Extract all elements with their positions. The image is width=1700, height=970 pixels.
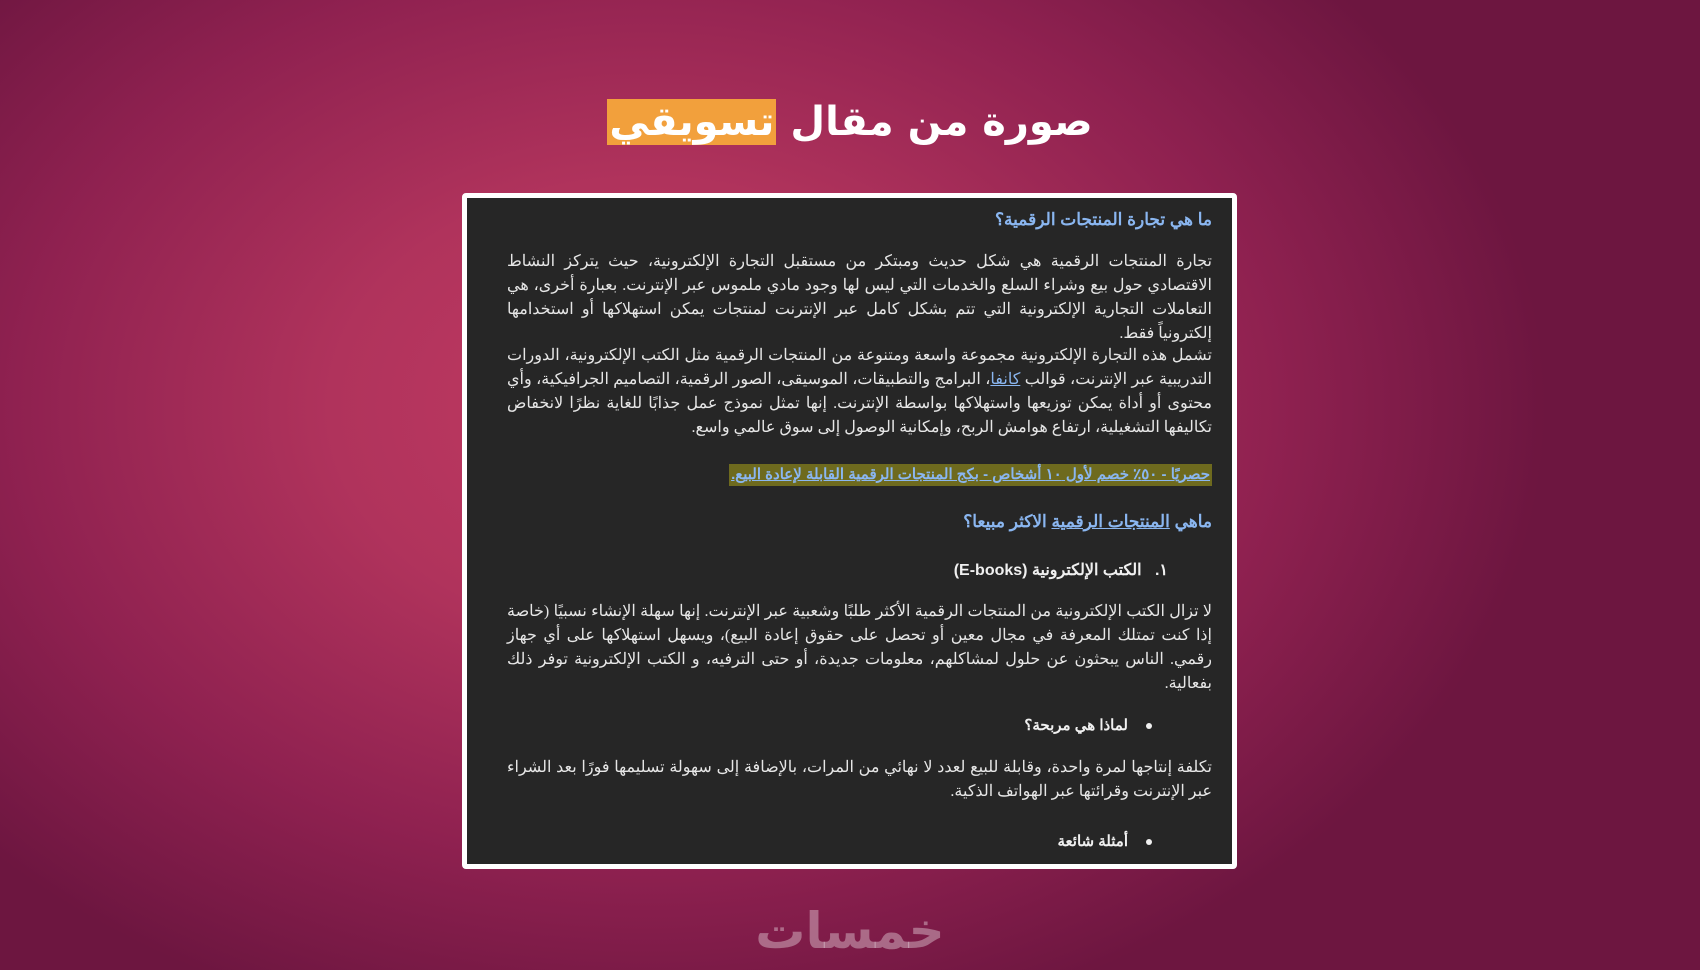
bullet-common-examples xyxy=(1058,832,1153,850)
heading-best-sellers-start: ماهي xyxy=(1169,512,1212,531)
canva-link[interactable]: كانفا xyxy=(990,371,1021,388)
bullet-dot xyxy=(1146,839,1152,845)
heading-what-is-digital-trade: ما هي تجارة المنتجات الرقمية؟ xyxy=(995,210,1212,229)
title-prefix: صورة من مقال xyxy=(776,99,1093,145)
paragraph-profitability: تكلفة إنتاجها لمرة واحدة، وقابلة للبيع لعدد لا نهائي من المرات، بالإضافة إلى سهولة تسليمها فورًا بعد الشراء عبر الإنترنت وقرائتها عبر الهواتف الذكية. xyxy=(507,759,1212,800)
heading-best-sellers-end: الاكثر مبيعا؟ xyxy=(963,512,1052,531)
paragraph-scope-start: تشمل هذه التجارة الإلكترونية مجموعة واسعة ومتنوعة من المنتجات الرقمية مثل الكتب الإلكترونية، الدورات التدريبية عبر الإنترنت، قوالب xyxy=(507,347,1213,388)
subheading-number: ١. xyxy=(1154,562,1168,579)
khamsat-logo: خمسات xyxy=(755,902,945,960)
article-screenshot-frame xyxy=(462,193,1237,869)
title-highlight: تسويقي xyxy=(609,99,775,145)
paragraph-scope xyxy=(507,344,1212,440)
digital-products-link[interactable]: المنتجات الرقمية xyxy=(1051,512,1170,531)
bullet-why-profitable xyxy=(1024,716,1152,734)
bullet-common-examples-text: أمثلة شائعة xyxy=(1057,833,1128,850)
bullet-dot xyxy=(1146,723,1152,729)
paragraph-scope-end: ، البرامج والتطبيقات، الموسيقى، الصور الرقمية، التصاميم الجرافيكية، وأي محتوى أو أداة يمكن توزيعها واستهلاكها بواسطة الإنترنت. إنها تمثل نموذج عمل جذابًا للغاية نظرًا لانخفاض تكاليفها التشغيلية، ارتفاع هوامش الربح، وإمكانية الوصول إلى سوق عالمي واسع. xyxy=(507,371,1212,436)
page-title xyxy=(0,90,1700,154)
paragraph-ebooks: لا تزال الكتب الإلكترونية من المنتجات الرقمية الأكثر طلبًا وشعبية عبر الإنترنت. إنها سهلة الإنشاء نسبيًا (خاصة إذا كنت تمتلك المعرفة في مجال معين أو تحصل على حقوق إعادة البيع)، ويسهل استهلاكها على أي جهاز رقمي. الناس يبحثون عن حلول لمشاكلهم، معلومات جديدة، أو حتى الترفيه، و الكتب الإلكترونية توفر ذلك بفعالية. xyxy=(507,603,1212,692)
subheading-ebooks-text: الكتب الإلكترونية (E-books) xyxy=(953,562,1142,579)
paragraph-definition: تجارة المنتجات الرقمية هي شكل حديث ومبتكر من مستقبل التجارة الإلكترونية، حيث يتركز النشاط الاقتصادي حول بيع وشراء السلع والخدمات التي ليس لها وجود مادي ملموس عبر الإنترنت. بعبارة أخرى، هي التعاملات التجارية الإلكترونية التي تتم بشكل كامل عبر الإنترنت لمنتجات يمكن استهلاكها أو استخدامها إلكترونياً فقط. xyxy=(507,253,1212,342)
bullet-why-profitable-text: لماذا هي مربحة؟ xyxy=(1024,717,1128,734)
subheading-ebooks xyxy=(954,560,1168,580)
promo-offer-link[interactable]: حصريًا - ٥٠٪ خصم لأول ١٠ أشخاص - بكج المنتجات الرقمية القابلة لإعادة البيع. xyxy=(729,464,1212,486)
heading-best-sellers xyxy=(963,512,1212,532)
